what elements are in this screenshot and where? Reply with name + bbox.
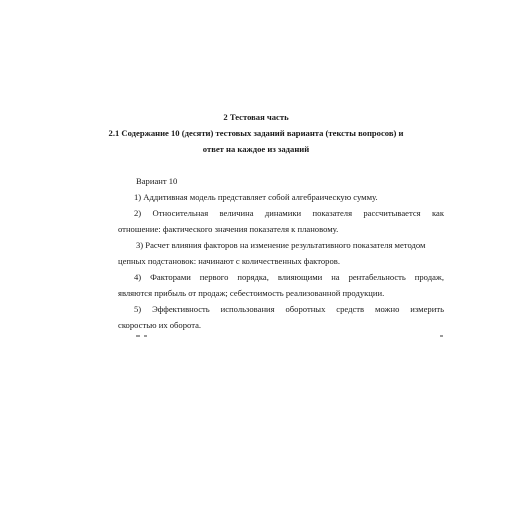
question-item-1 [118, 192, 444, 203]
question-4-line-1: 4) Факторами первого порядка, влияющими на рентабельность продаж, [134, 272, 444, 282]
question-5-line-1: 5) Эффективность использования оборотных средств можно измерить [134, 304, 444, 314]
question-3-line-2: цепных подстановок: начинают с количественных факторов. [118, 256, 340, 266]
question-item-5 [118, 304, 444, 331]
page-cutoff-text-fragment [118, 335, 448, 338]
section-heading: 2 Тестовая часть [223, 112, 289, 122]
subsection-heading-line-1: 2.1 Содержание 10 (десяти) тестовых заданий варианта (тексты вопросов) и [108, 128, 404, 138]
question-1-line-1: 1) Аддитивная модель представляет собой алгебраическую сумму. [134, 192, 378, 202]
question-3-line-1: 3) Расчет влияния факторов на изменение результативного показателя методом [136, 240, 426, 250]
subsection-heading-line-2: ответ на каждое из заданий [202, 144, 310, 154]
question-2-line-1: 2) Относительная величина динамики показателя рассчитывается как [134, 208, 444, 218]
question-2-line-2: отношение: фактического значения показателя к плановому. [118, 224, 339, 234]
question-item-3 [118, 240, 444, 267]
variant-label: Вариант 10 [136, 176, 178, 186]
question-4-line-2: являются прибыль от продаж; себестоимость реализованной продукции. [118, 288, 385, 298]
question-5-line-2: скоростью их оборота. [118, 320, 202, 330]
question-item-4 [118, 272, 444, 299]
question-item-2 [118, 208, 444, 235]
